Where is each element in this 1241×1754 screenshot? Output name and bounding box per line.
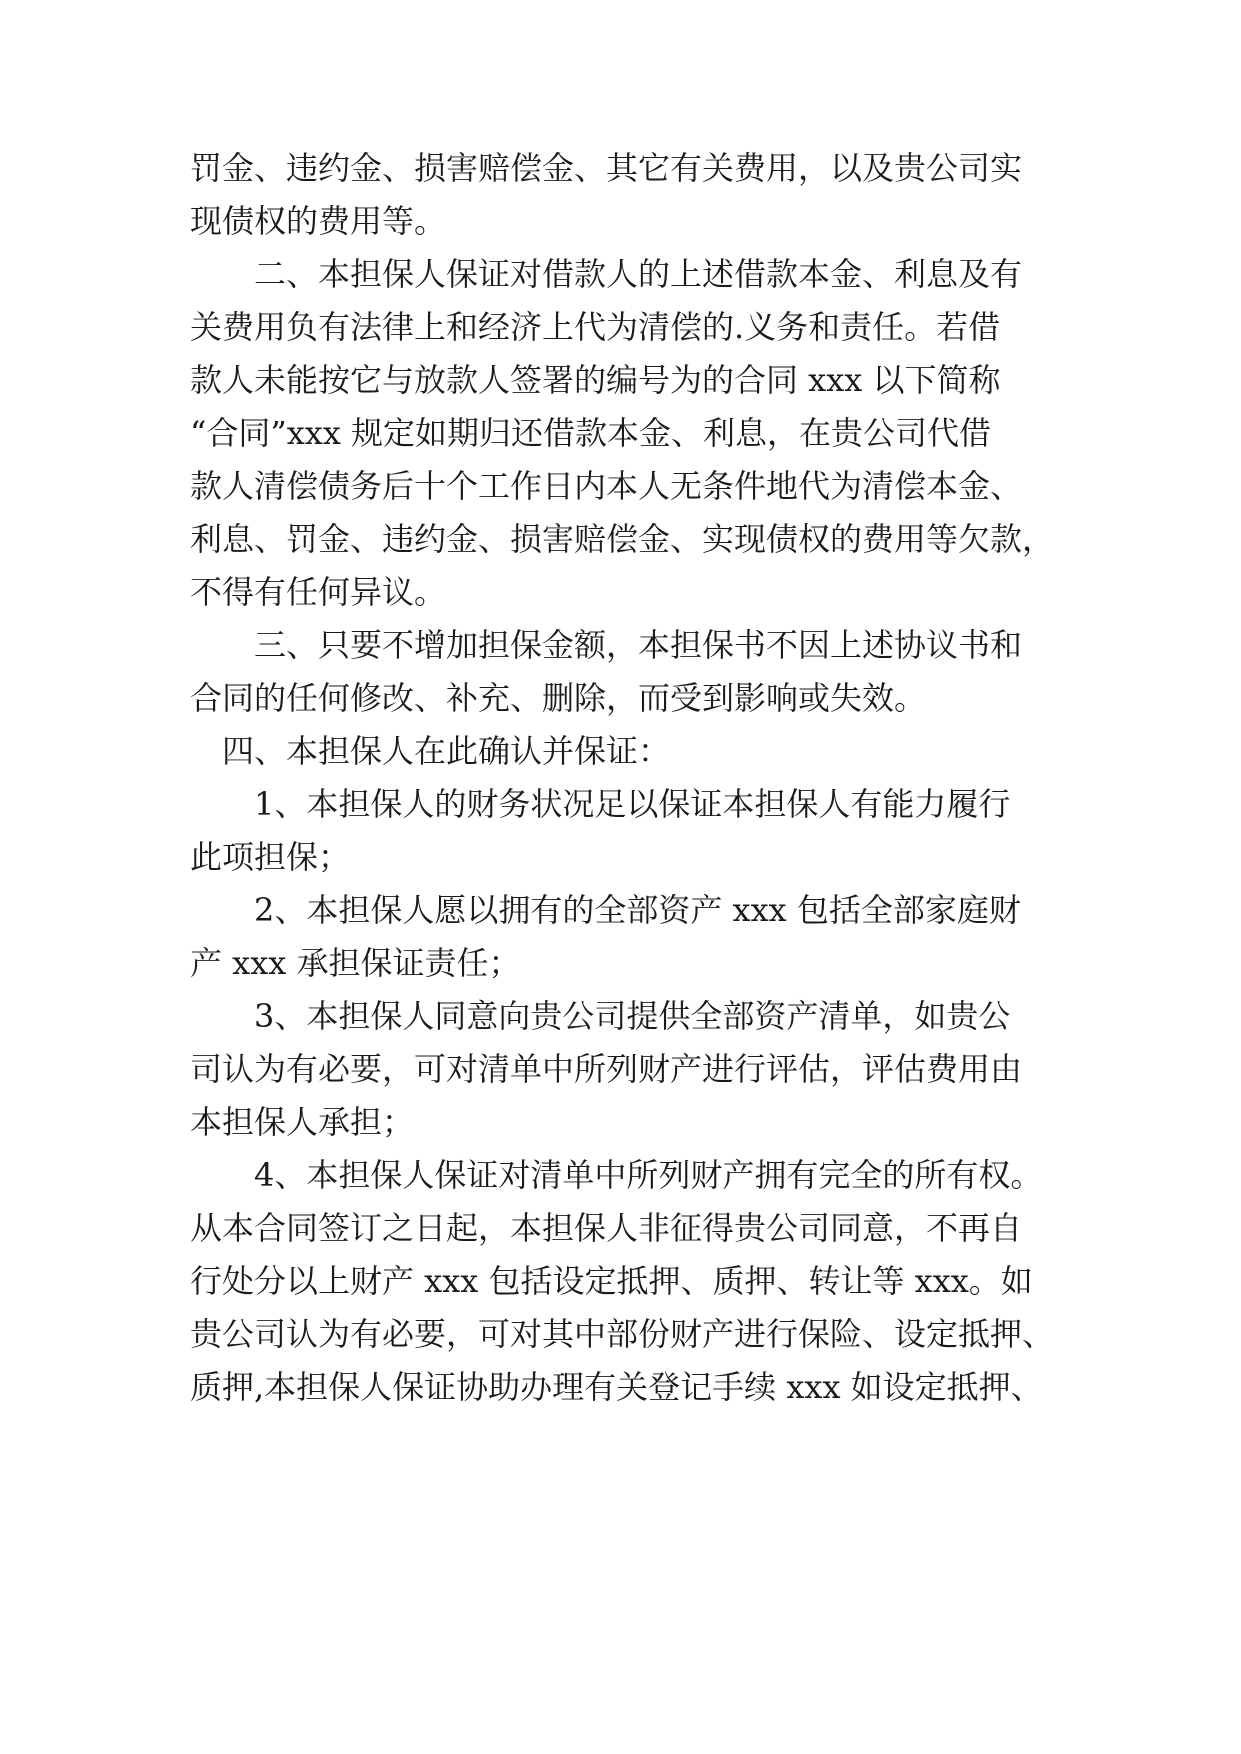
text-line-7: 款人清偿债务后十个工作日内本人无条件地代为清偿本金、: [190, 467, 1023, 505]
text-line-10: 三、只要不增加担保金额，本担保书不因上述协议书和: [254, 626, 1023, 664]
text-line-17: 3、本担保人同意向贵公司提供全部资产清单，如贵公: [254, 997, 1011, 1035]
text-line-20: 4、本担保人保证对清单中所列财产拥有完全的所有权。: [254, 1156, 1043, 1194]
text-line-11: 合同的任何修改、补充、删除，而受到影响或失效。: [190, 679, 927, 717]
text-line-24: 质押,本担保人保证协助办理有关登记手续 xxx 如设定抵押、: [190, 1368, 1043, 1406]
text-line-23: 贵公司认为有必要，可对其中部份财产进行保险、设定抵押、: [190, 1315, 1055, 1353]
text-line-12: 四、本担保人在此确认并保证：: [222, 732, 671, 770]
text-line-1: 罚金、违约金、损害赔偿金、其它有关费用，以及贵公司实: [190, 149, 1023, 187]
text-line-16: 产 xxx 承担保证责任；: [190, 944, 521, 982]
text-line-8: 利息、罚金、违约金、损害赔偿金、实现债权的费用等欠款，: [190, 520, 1055, 558]
text-line-19: 本担保人承担；: [190, 1103, 415, 1141]
text-line-5: 款人未能按它与放款人签署的编号为的合同 xxx 以下简称: [190, 361, 1001, 399]
text-line-9: 不得有任何异议。: [190, 573, 447, 611]
text-line-18: 司认为有必要，可对清单中所列财产进行评估，评估费用由: [190, 1050, 1023, 1088]
text-line-21: 从本合同签订之日起，本担保人非征得贵公司同意，不再自: [190, 1209, 1023, 1247]
text-line-4: 关费用负有法律上和经济上代为清偿的.义务和责任。若借: [190, 308, 1001, 346]
text-line-14: 此项担保；: [190, 838, 351, 876]
text-line-13: 1、本担保人的财务状况足以保证本担保人有能力履行: [254, 785, 1011, 823]
text-line-22: 行处分以上财产 xxx 包括设定抵押、质押、转让等 xxx。如: [190, 1262, 1033, 1300]
text-line-2: 现债权的费用等。: [190, 202, 447, 240]
text-line-3: 二、本担保人保证对借款人的上述借款本金、利息及有: [254, 255, 1023, 293]
text-line-6: “合同”xxx 规定如期归还借款本金、利息，在贵公司代借: [190, 414, 992, 452]
text-line-15: 2、本担保人愿以拥有的全部资产 xxx 包括全部家庭财: [254, 891, 1021, 929]
